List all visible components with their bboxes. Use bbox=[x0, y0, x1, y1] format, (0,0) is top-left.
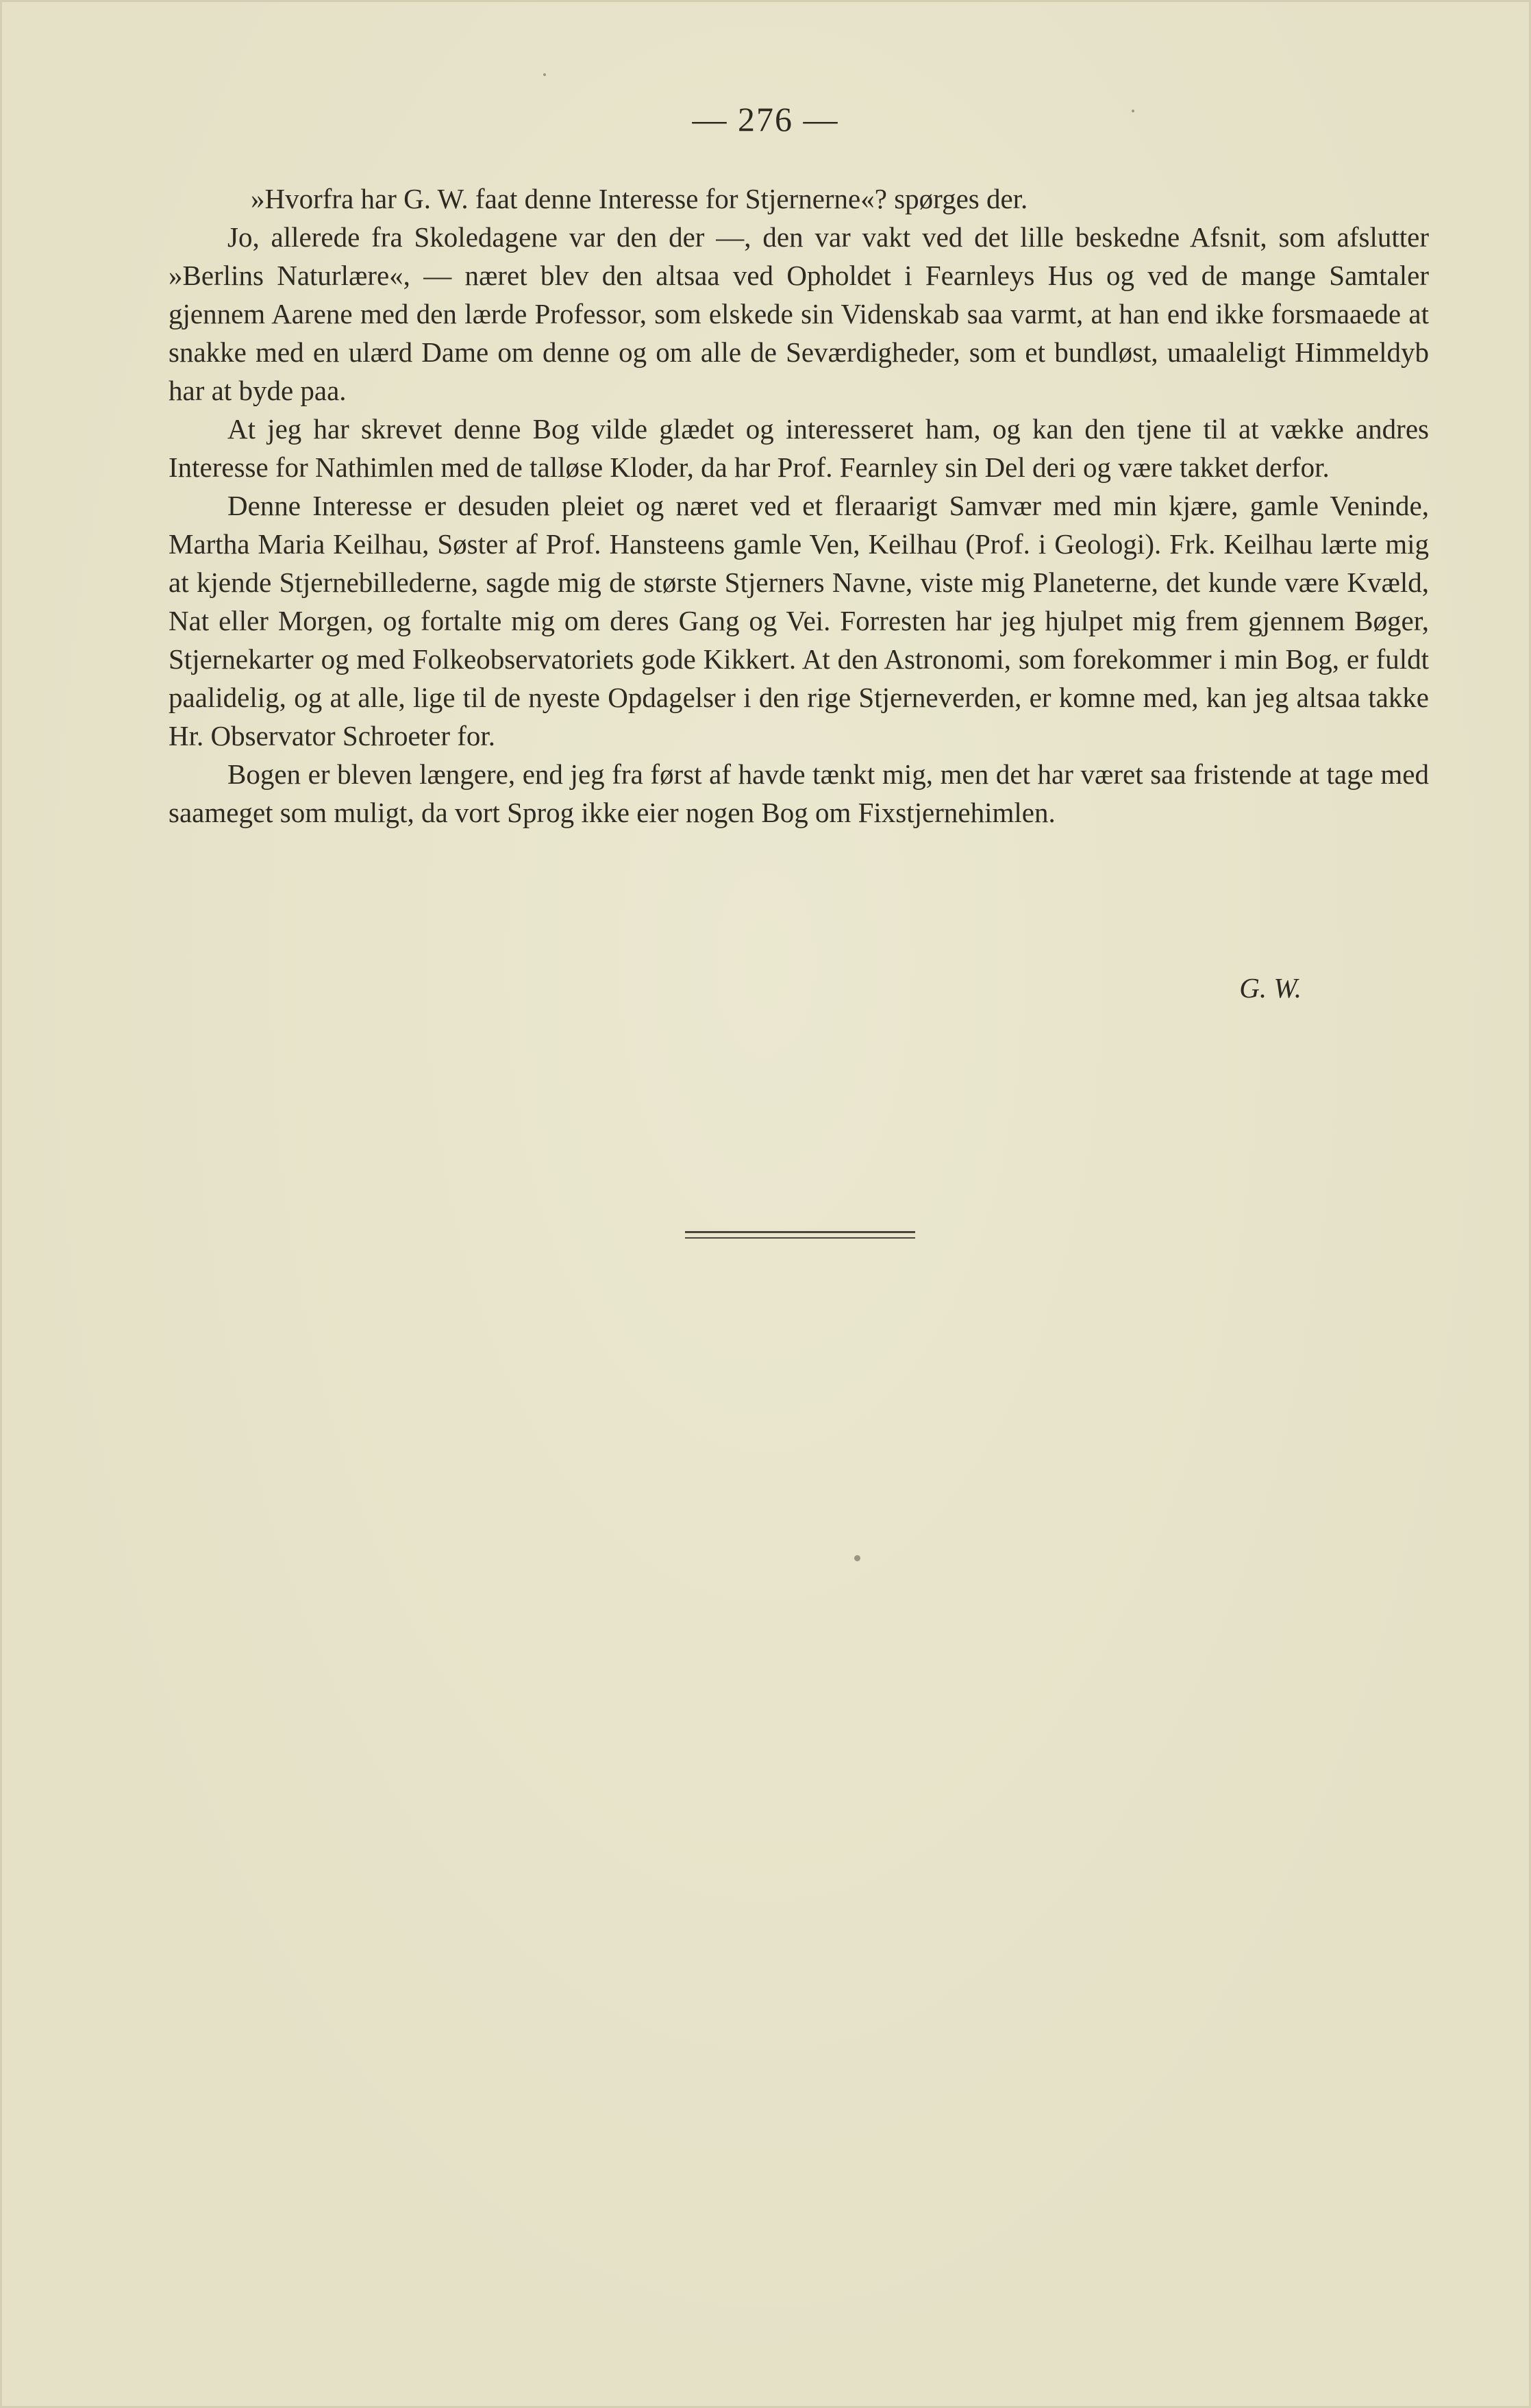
paragraph-keilhau: Denne Interesse er desuden pleiet og næret ved et fleraarigt Samvær med min kjære, gamle Veninde, Martha Maria Keilhau, Søster af Prof. Hansteens gamle Ven, Keilhau (Prof. i Geologi). Frk. Keilhau lærte mig at kjende Stjernebillederne, sagde mig de største Stjerners Navne, viste mig Planeterne, det kunde være Kvæld, Nat eller Morgen, og fortalte mig om deres Gang og Vei. Forresten har jeg hjulpet mig frem gjennem Bøger, Stjernekarter og med Folkeobservatoriets gode Kikkert. At den Astronomi, som forekommer i min Bog, er fuldt paalidelig, og at alle, lige til de nyeste Opdagelser i den rige Stjerneverden, er komne med, kan jeg altsaa takke Hr. Observator Schroeter for. bbox=[169, 490, 1429, 752]
paragraph-school-days: Jo, allerede fra Skoledagene var den der —, den var vakt ved det lille beskedne Afsnit, som afslutter »Berlins Naturlære«, — næret blev den altsaa ved Opholdet i Fearnleys Hus og ved de mange Samtaler gjennem Aarene med den lærde Professor, som elskede sin Videnskab saa varmt, at han end ikke forsmaaede at snakke med en ulærd Dame om denne og om alle de Seværdigheder, som et bundløst, umaaleligt Himmeldyb har at byde paa. bbox=[169, 221, 1429, 406]
page-number: — 276 — bbox=[692, 100, 839, 138]
author-signature: G. W. bbox=[1239, 972, 1302, 1004]
end-rule-top bbox=[685, 1231, 915, 1233]
paragraph-book-length: Bogen er bleven længere, end jeg fra først af havde tænkt mig, men det har været saa fristende at tage med saameget som muligt, da vort Sprog ikke eier nogen Bog om Fixstjernehimlen. bbox=[169, 758, 1429, 828]
preface-text bbox=[169, 179, 1429, 832]
end-rule-bottom bbox=[685, 1237, 915, 1239]
paragraph-dedication: At jeg har skrevet denne Bog vilde glædet og interesseret ham, og kan den tjene til at vække andres Interesse for Nathimlen med de talløse Kloder, da har Prof. Fearnley sin Del deri og være takket derfor. bbox=[169, 413, 1429, 483]
paragraph-question: »Hvorfra har G. W. faat denne Interesse for Stjernerne«? spørges der. bbox=[251, 183, 1028, 214]
paper-speck bbox=[1132, 110, 1134, 112]
paper-speck bbox=[854, 1555, 860, 1561]
paper-speck bbox=[543, 73, 546, 76]
